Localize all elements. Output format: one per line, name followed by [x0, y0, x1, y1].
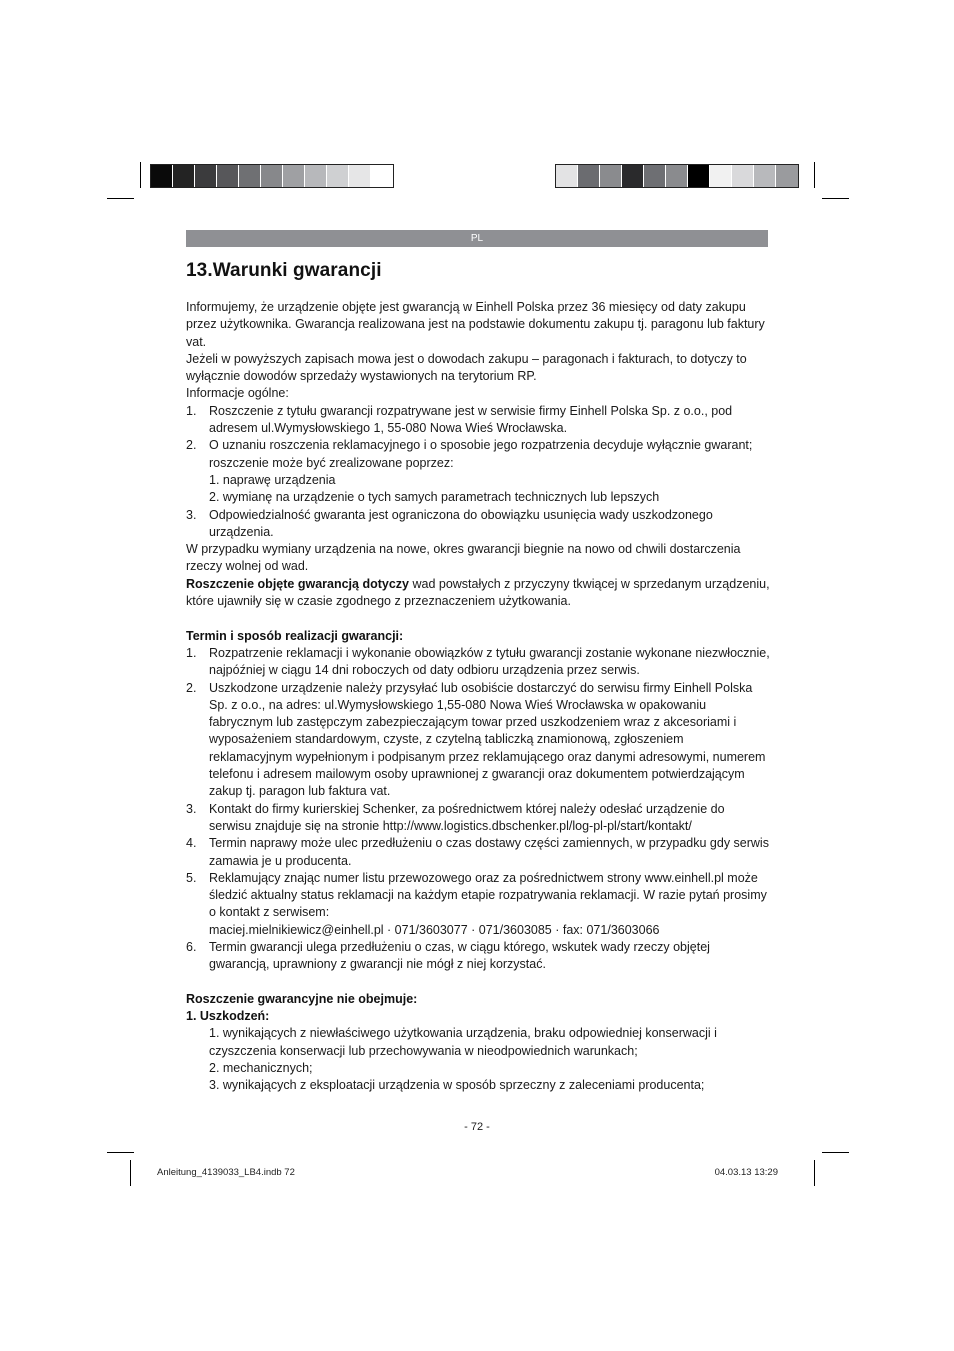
list-number: 3. — [186, 801, 197, 816]
list-item — [186, 835, 770, 870]
list-number: 5. — [186, 870, 197, 885]
color-swatch — [666, 165, 688, 187]
color-swatch — [173, 165, 195, 187]
color-swatch — [578, 165, 600, 187]
section-title: 13.Warunki gwarancji — [186, 260, 382, 281]
list-item — [186, 870, 770, 939]
crop-mark — [814, 162, 815, 188]
color-swatch — [239, 165, 261, 187]
replacement-paragraph: W przypadku wymiany urządzenia na nowe, okres gwarancji biegnie na nowo od chwili dostarczenia rzeczy wolnej od wad. — [186, 542, 741, 574]
list-item — [186, 680, 770, 801]
exclusion-item: 2. mechanicznych; — [209, 1061, 313, 1076]
page-number: - 72 - — [464, 1121, 490, 1133]
list-number: 2. — [186, 680, 197, 695]
list-item — [186, 801, 770, 836]
list-text: Rozpatrzenie reklamacji i wykonanie obowiązków z tytułu gwarancji zostanie wykonane niezwłocznie, najpóźniej w ciągu 14 dni roboczych od daty odbioru urządzenia przez serwis. — [209, 645, 770, 678]
list-text: Roszczenie z tytułu gwarancji rozpatrywane jest w serwisie firmy Einhell Polska Sp. z o.o., pod adresem ul.Wymysłowskiego 1, 55-080 Nowa Wieś Wrocławska. — [209, 403, 733, 436]
list-text: O uznaniu roszczenia reklamacyjnego i o sposobie jego rozpatrzenia decyduje wyłącznie gwarant; roszczenie może być zrealizowane poprzez: — [209, 438, 753, 470]
list-subitem: 1. naprawę urządzenia — [209, 472, 336, 487]
list-text: Uszkodzone urządzenie należy przysyłać lub osobiście dostarczyć do serwisu firmy Einhell Polska Sp. z o.o., na adres: ul.Wymysłowskiego 1,55-080 Nowa Wieś Wrocławska w opakowaniu fabrycznym lub zastępczym zabezpieczającym towar przed uszkodzeniem wraz z akcesoriami i wyposażeniem standardowym, czyste, z czytelną tabliczką znamionową, zgłoszeniem reklamacyjnym wypełnionym i podpisanym przez reklamującego oraz danymi adresowymi, numerem telefonu i adresem mailowym osoby uprawnionej z gwarancji oraz dokumentem potwierdzającym zakup tj. paragon lub faktura vat. — [209, 680, 766, 799]
exclusion-item: 1. wynikających z niewłaściwego użytkowania urządzenia, braku odpowiedniej konserwacji i czyszczenia konserwacji lub przechowywania w nieodpowiednich warunkach; — [209, 1026, 717, 1058]
color-swatch — [371, 165, 393, 187]
list-item — [186, 437, 770, 506]
list-text: Odpowiedzialność gwaranta jest ograniczona do obowiązku usunięcia wady uszkodzonego urządzenia. — [209, 507, 713, 539]
crop-mark — [822, 1152, 849, 1153]
color-swatch — [305, 165, 327, 187]
list-text: Termin naprawy może ulec przedłużeniu o czas dostawy części zamiennych, w przypadku gdy serwis zamawia je u producenta. — [209, 836, 769, 868]
intro-paragraph: Informujemy, że urządzenie objęte jest gwarancją w Einhell Polska przez 36 miesięcy od daty zakupu przez użytkownika. Gwarancja realizowana jest na podstawie dokumentu zakupu tj. paragonu lub faktury vat. — [186, 300, 765, 349]
footer-timestamp: 04.03.13 13:29 — [714, 1167, 778, 1178]
exclusion-item: 3. wynikających z eksploatacji urządzenia w sposób sprzeczny z zaleceniami producenta; — [209, 1078, 705, 1093]
list-item — [186, 507, 770, 542]
contact-line: maciej.mielnikiewicz@einhell.pl · 071/3603077 · 071/3603085 · fax: 071/3603066 — [209, 922, 660, 937]
color-swatch — [622, 165, 644, 187]
exclusions-subheading: 1. Uszkodzeń: — [186, 1009, 270, 1024]
color-swatch — [261, 165, 283, 187]
list-item — [186, 939, 770, 974]
color-swatch — [732, 165, 754, 187]
term-heading: Termin i sposób realizacji gwarancji: — [186, 628, 404, 643]
claim-text: wad powstałych z przyczyny tkwiącej w sprzedanym urządzeniu, które ujawniły się w czasie zgodnego z przeznaczeniem użytkowania. — [186, 576, 770, 609]
color-swatch — [710, 165, 732, 187]
crop-mark — [107, 1152, 134, 1153]
color-swatch — [600, 165, 622, 187]
color-swatch — [217, 165, 239, 187]
color-swatch — [349, 165, 371, 187]
color-calibration-bar-right — [555, 164, 799, 188]
list-number: 1. — [186, 403, 197, 418]
intro-paragraph: Jeżeli w powyższych zapisach mowa jest o dowodach zakupu – paragonach i fakturach, to dotyczy to wyłącznie dowodów sprzedaży wystawionych na terytorium RP. — [186, 351, 747, 384]
list-number: 4. — [186, 836, 197, 851]
color-swatch — [151, 165, 173, 187]
list-number: 2. — [186, 438, 197, 453]
color-swatch — [195, 165, 217, 187]
list-item — [186, 403, 770, 438]
color-swatch — [644, 165, 666, 187]
language-label: PL — [470, 233, 484, 244]
color-swatch — [283, 165, 305, 187]
exclusions-heading: Roszczenie gwarancyjne nie obejmuje: — [186, 991, 418, 1006]
list-number: 6. — [186, 939, 197, 954]
claim-paragraph — [186, 576, 770, 611]
color-swatch — [754, 165, 776, 187]
color-swatch — [776, 165, 798, 187]
color-swatch — [556, 165, 578, 187]
list-text: Kontakt do firmy kurierskiej Schenker, za pośrednictwem której należy odesłać urządzenie do serwisu znajduje się na stronie http://www.logistics.dbschenker.pl/log-pl-pl/start/kontakt/ — [209, 801, 725, 833]
language-header-bar — [186, 230, 768, 247]
color-calibration-bar-left — [150, 164, 394, 188]
list-text: Termin gwarancji ulega przedłużeniu o czas, w ciągu którego, wskutek wady rzeczy objętej gwarancją, uprawniony z gwarancji nie mógł z niej korzystać. — [209, 939, 710, 972]
crop-mark — [140, 162, 141, 188]
crop-mark — [107, 198, 134, 199]
claim-bold-text: Roszczenie objęte gwarancją dotyczy — [186, 576, 409, 591]
footer-filename: Anleitung_4139033_LB4.indb 72 — [157, 1167, 295, 1178]
color-swatch — [688, 165, 710, 187]
list-subitem: 2. wymianę na urządzenie o tych samych parametrach technicznych lub lepszych — [209, 490, 660, 505]
list-number: 1. — [186, 645, 197, 660]
list-number: 3. — [186, 507, 197, 522]
document-body — [186, 299, 770, 1095]
color-swatch — [327, 165, 349, 187]
general-info-label: Informacje ogólne: — [186, 386, 289, 401]
crop-mark — [130, 1160, 131, 1186]
crop-mark — [814, 1160, 815, 1186]
crop-mark — [822, 198, 849, 199]
list-text: Reklamujący znając numer listu przewozowego oraz za pośrednictwem strony www.einhell.pl może śledzić aktualny status reklamacji na każdym etapie rozpatrywania reklamacji. W razie pytań prosimy o kontakt z serwisem: — [209, 870, 767, 920]
list-item — [186, 645, 770, 680]
